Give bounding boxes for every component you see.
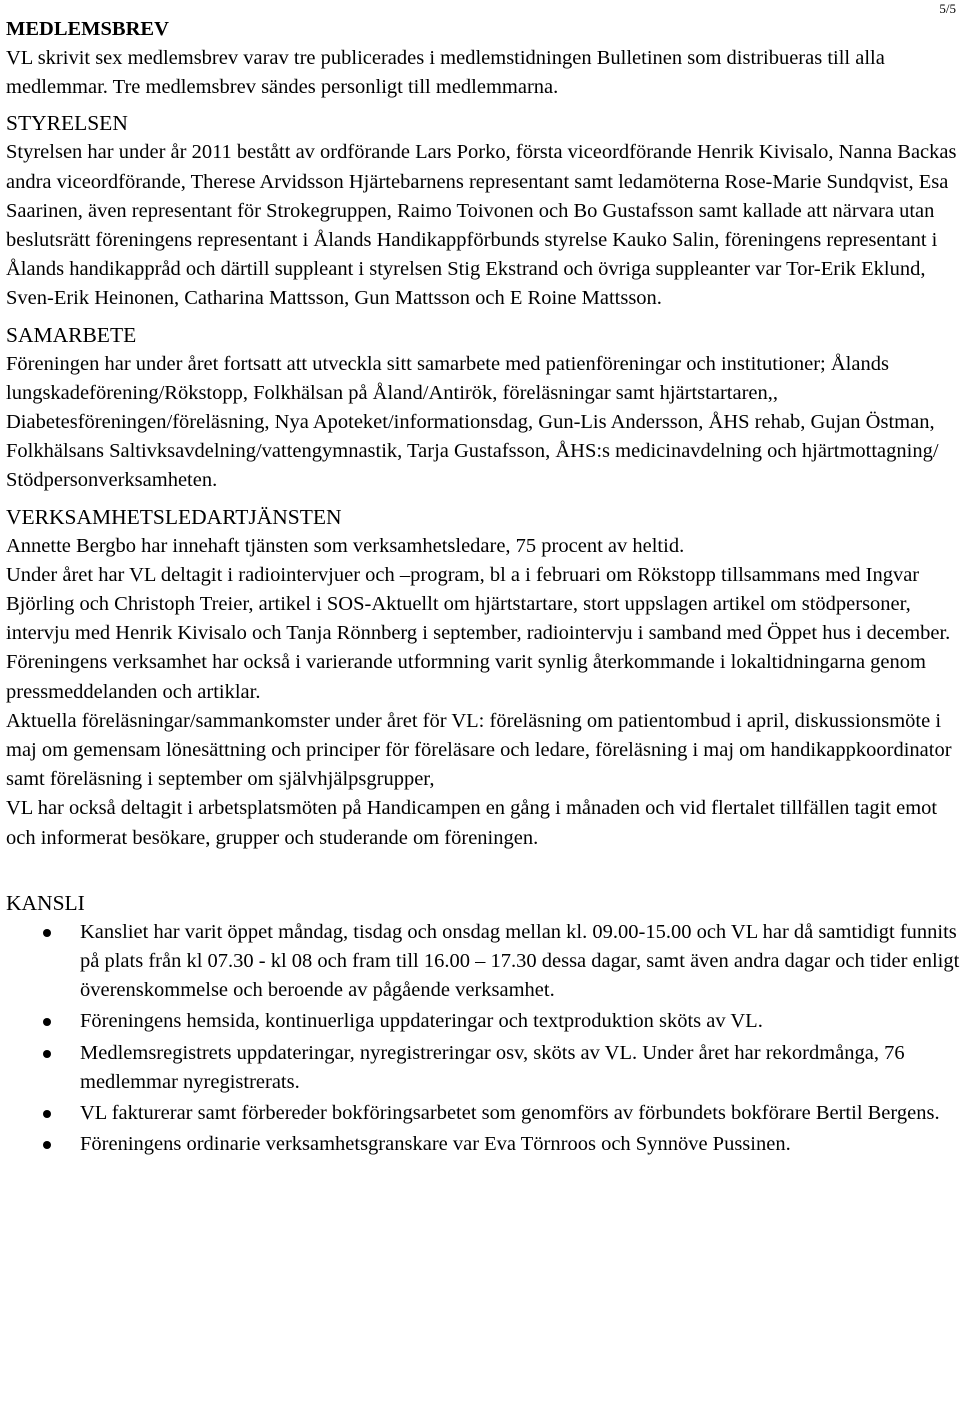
- page-number: 5/5: [939, 1, 956, 16]
- section-verksamhetsledartjansten: [6, 502, 960, 853]
- section-heading-styrelsen: STYRELSEN: [6, 111, 128, 136]
- section-heading-verksamhetsledartjansten: VERKSAMHETSLEDARTJÄNSTEN: [6, 504, 342, 529]
- list-item-text: Medlemsregistrets uppdateringar, nyregistreringar osv, sköts av VL. Under året har rekordmånga, 76 medlemmar nyregistrerats.: [80, 1041, 905, 1093]
- paragraph-styrelsen: Styrelsen har under år 2011 bestått av ordförande Lars Porko, första viceordförande Henrik Kivisalo, Nanna Backas andra viceordförande, Therese Arvidsson Hjärtebarnens representant samt ledamöterna Rose-Marie Sundqvist, Esa Saarinen, även representant för Strokegruppen, Raimo Toivonen och Bo Gustafsson samt kallade att närvara utan beslutsrätt föreningens representant i Ålands Handikappförbunds styrelse Kauko Salin, föreningens representant i Ålands handikappråd och därtill suppleant i styrelsen Stig Ekstrand och övriga suppleanter var Tor-Erik Eklund, Sven-Erik Heinonen, Catharina Mattsson, Gun Mattsson och E Roine Mattsson.: [6, 141, 957, 310]
- document-body: [6, 14, 960, 1162]
- paragraph-samarbete: Föreningen har under året fortsatt att utveckla sitt samarbete med patienföreningar och institutioner; Ålands lungskadeförening/Rökstopp, Folkhälsan på Åland/Antirök, föreläsningar samt hjärtstartaren,, Diabetesföreningen/föreläsning, Nya Apoteket/informationsdag, Gun-Lis Andersson, ÅHS rehab, Gujan Östman, Folkhälsans Saltivksavdelning/vattengymnastik, Tarja Gustafsson, ÅHS:s medicinavdelning och hjärtmottagning/ Stödpersonverksamheten.: [6, 352, 939, 492]
- bullet-icon: [43, 1141, 51, 1149]
- list-item-text: Kansliet har varit öppet måndag, tisdag och onsdag mellan kl. 09.00-15.00 och VL har då samtidigt funnits på plats från kl 07.30 - kl 08 och fram till 16.00 – 17.30 dessa dagar, samt även andra dagar och tider enligt överenskommelse och beroende av pågående verksamhet.: [80, 920, 960, 1002]
- list-item: [6, 1039, 960, 1097]
- kansli-bullet-list: [6, 918, 960, 1160]
- list-item-text: VL fakturerar samt förbereder bokföringsarbetet som genomförs av förbundets bokförare Bertil Bergens.: [80, 1102, 940, 1125]
- list-item-text: Föreningens hemsida, kontinuerliga uppdateringar och textproduktion sköts av VL.: [80, 1010, 763, 1033]
- paragraph-verksamhetsledare-arbetsplatsmoten: VL har också deltagit i arbetsplatsmöten på Handicampen en gång i månaden och vid flertalet tillfällen tagit emot och informerat besökare, grupper och studerande om föreningen.: [6, 797, 938, 849]
- list-item-text: Föreningens ordinarie verksamhetsgranskare var Eva Törnroos och Synnöve Pussinen.: [80, 1133, 791, 1156]
- section-heading-samarbete: SAMARBETE: [6, 322, 137, 347]
- bullet-icon: [43, 929, 51, 937]
- paragraph-medlemsbrev: VL skrivit sex medlemsbrev varav tre publicerades i medlemstidningen Bulletinen som distribueras till alla medlemmar. Tre medlemsbrev sändes personligt till medlemmarna.: [6, 47, 885, 99]
- paragraph-verksamhetsledare-tjanst: Annette Bergbo har innehaft tjänsten som verksamhetsledare, 75 procent av heltid.: [6, 534, 685, 557]
- bullet-icon: [43, 1050, 51, 1058]
- list-item: [6, 1099, 960, 1128]
- section-styrelsen: [6, 108, 960, 313]
- section-heading-kansli: KANSLI: [6, 890, 85, 915]
- section-medlemsbrev: [6, 14, 960, 102]
- section-samarbete: [6, 320, 960, 496]
- bullet-icon: [43, 1110, 51, 1118]
- list-item: [6, 1130, 960, 1159]
- list-item: [6, 1007, 960, 1036]
- paragraph-verksamhetsledare-media: Under året har VL deltagit i radiointervjuer och –program, bl a i februari om Rökstopp tillsammans med Ingvar Björling och Christoph Treier, artikel i SOS-Aktuellt om hjärtstartare, stort uppslagen artikel om stödpersoner, intervju med Henrik Kivisalo och Tanja Rönnberg i september, radiointervju i samband med Öppet hus i december.: [6, 563, 951, 645]
- bullet-icon: [43, 1018, 51, 1026]
- section-kansli: [6, 888, 960, 1160]
- section-heading-medlemsbrev: MEDLEMSBREV: [6, 18, 169, 40]
- list-item: [6, 918, 960, 1006]
- paragraph-verksamhetsledare-lokaltidningar: Föreningens verksamhet har också i varierande utformning varit synlig återkommande i lokaltidningarna genom pressmeddelanden och artiklar.: [6, 651, 926, 703]
- paragraph-verksamhetsledare-forelasningar: Aktuella föreläsningar/sammankomster under året för VL: föreläsning om patientombud i april, diskussionsmöte i maj om gemensam lönesättning och principer för föreläsare och ledare, föreläsning i maj om handikappkoordinator samt föreläsning i september om självhjälpsgrupper,: [6, 709, 952, 791]
